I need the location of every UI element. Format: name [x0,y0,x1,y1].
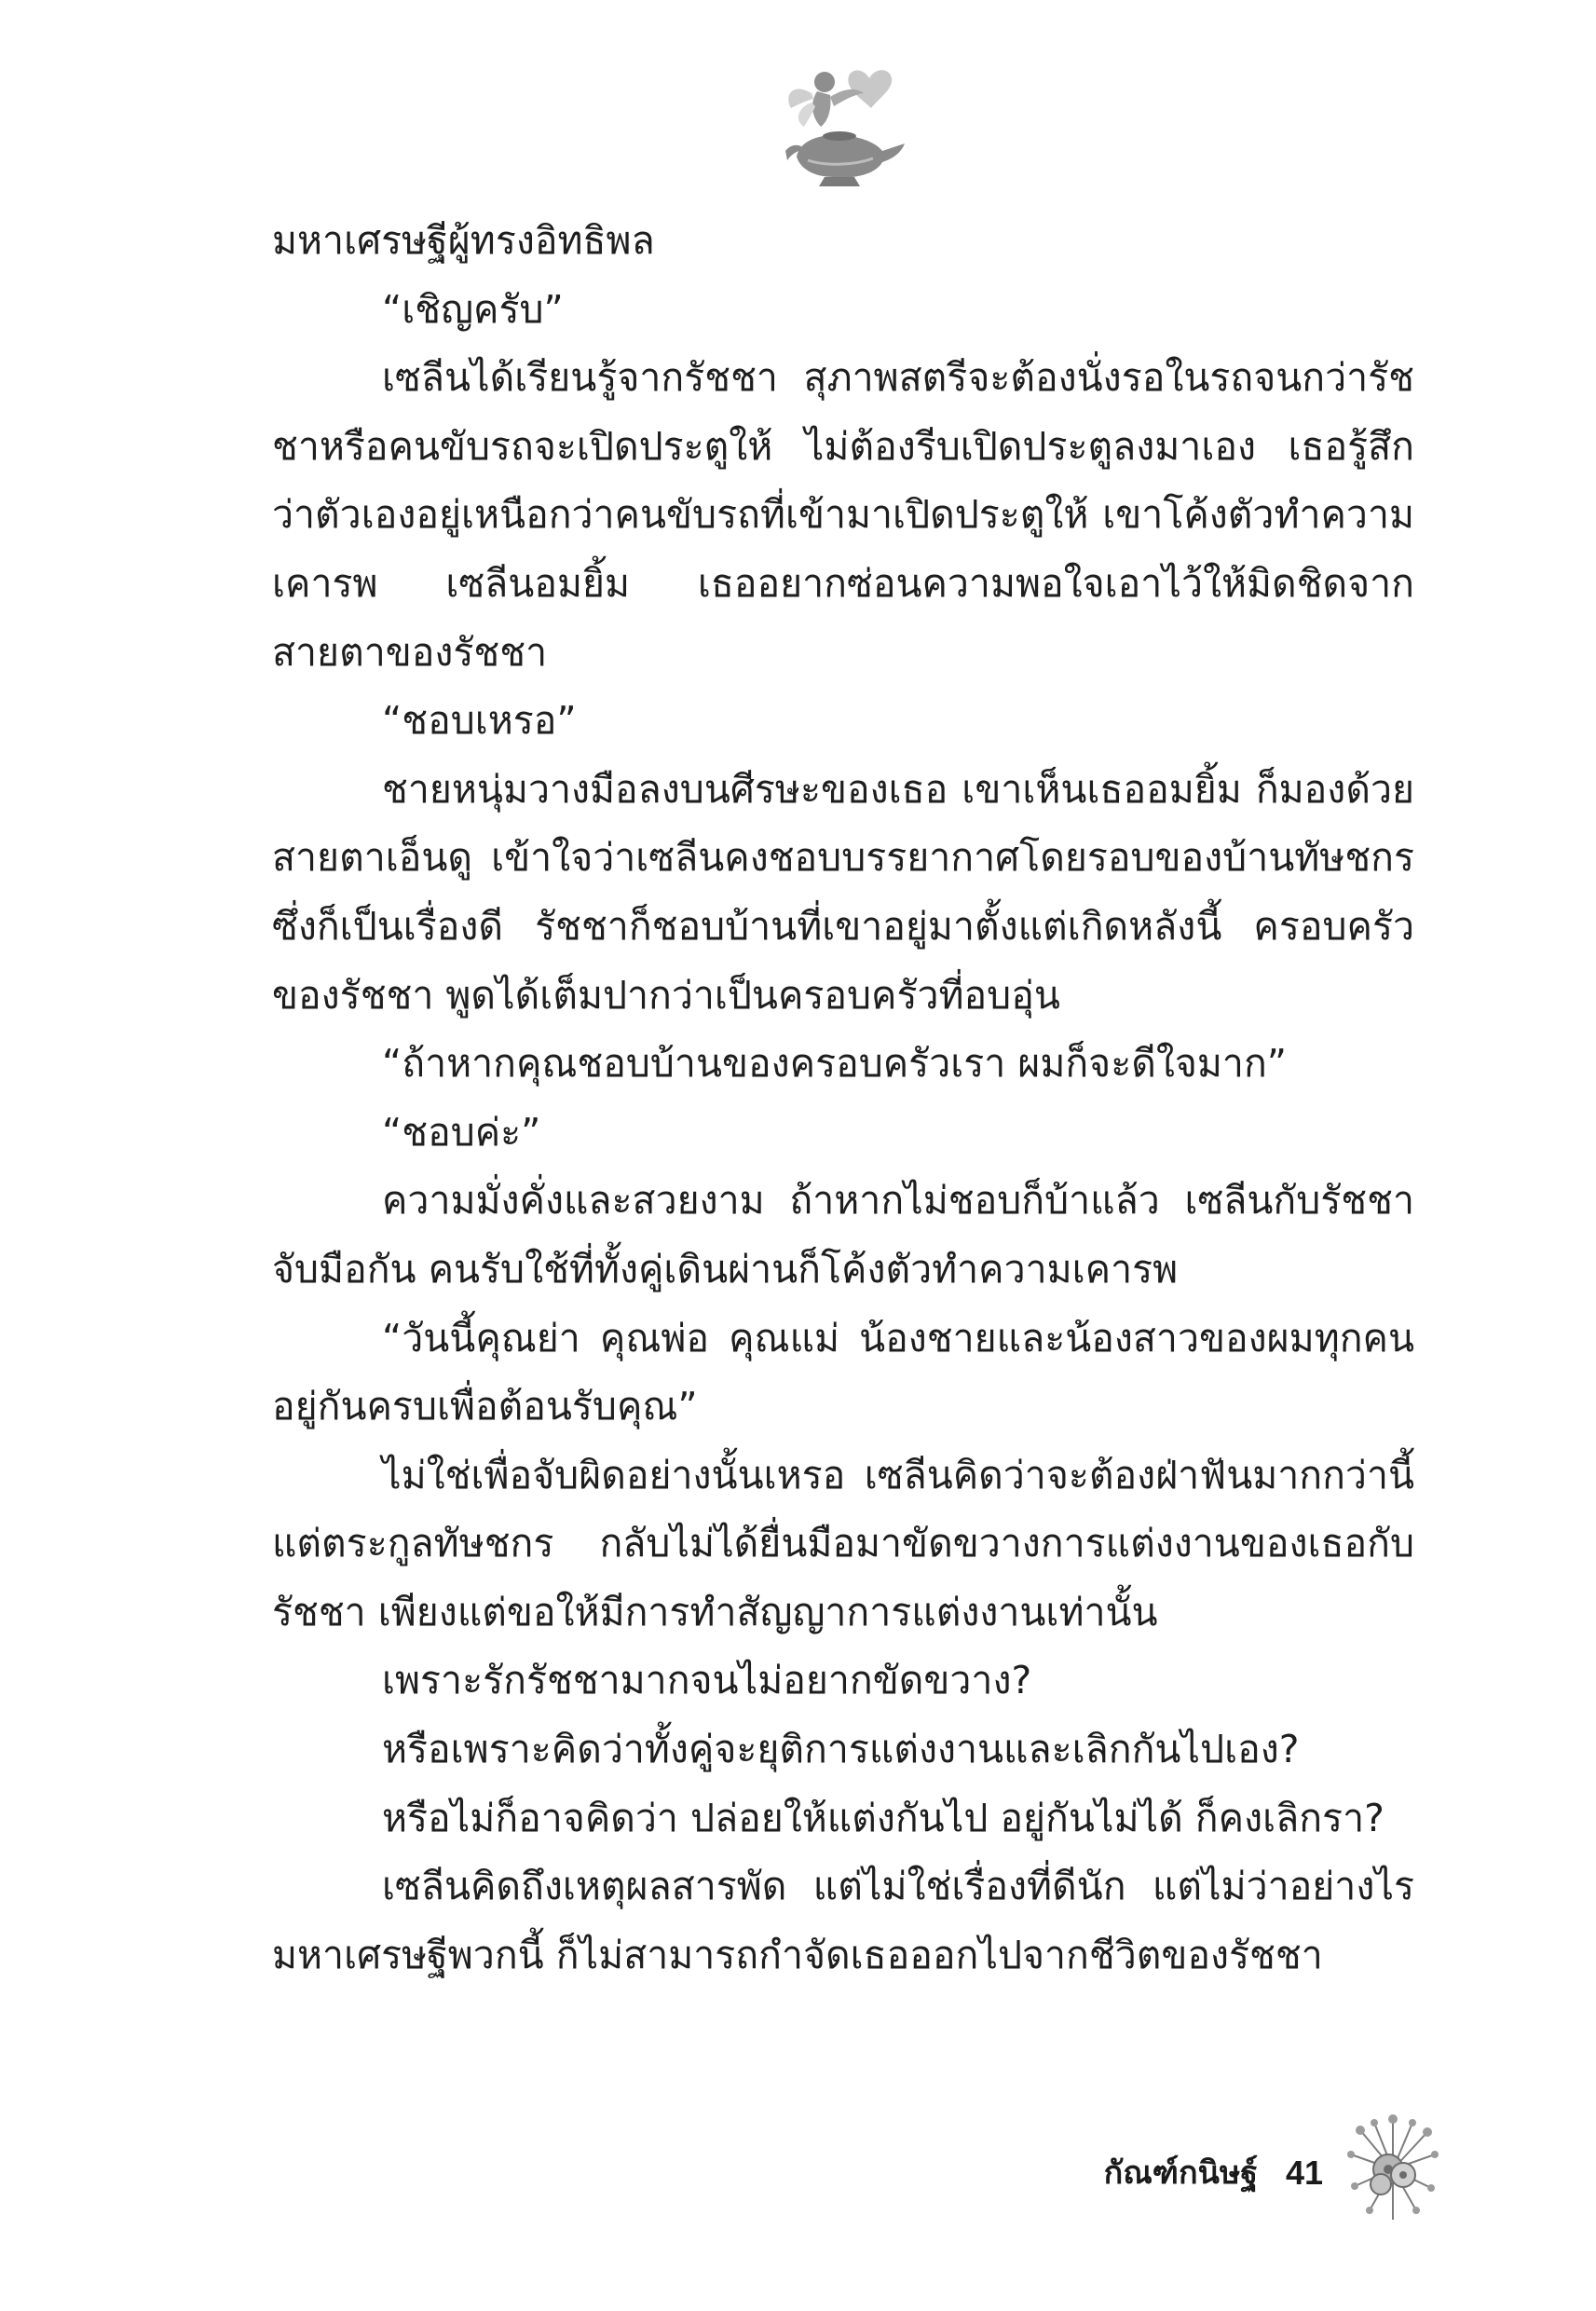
paragraph: เซลีนได้เรียนรู้จากรัชชา สุภาพสตรีจะต้องนั่งรอในรถจนกว่ารัชชาหรือคนขับรถจะเปิดประตูให้ ไม่ต้องรีบเปิดประตูลงมาเอง เธอรู้สึกว่าตัวเองอยู่เหนือกว่าคนขับรถที่เข้ามาเปิดประตูให้ เขาโค้งตัวทำความเคารพ เซลีนอมยิ้ม เธออยากซ่อนความพอใจเอาไว้ให้มิดชิดจากสายตาของรัชชา [272,355,1414,675]
paragraph: หรือเพราะคิดว่าทั้งคู่จะยุติการแต่งงานและเลิกกันไปเอง? [382,1727,1300,1772]
paragraph: “ชอบค่ะ” [382,1109,541,1155]
paragraph: “เชิญครับ” [382,286,564,332]
paragraph: ไม่ใช่เพื่อจับผิดอย่างนั้นเหรอ เซลีนคิดว่าจะต้องฝ่าฟันมากกว่านี้ แต่ตระกูลทัษชกร กลับไม่ได้ยื่นมือมาขัดขวางการแต่งงานของเธอกับรัชชา เพียงแต่ขอให้มีการทำสัญญาการแต่งงานเท่านั้น [272,1452,1414,1634]
paragraph: มหาเศรษฐีผู้ทรงอิทธิพล [272,218,655,263]
paragraph: “วันนี้คุณย่า คุณพ่อ คุณแม่ น้องชายและน้องสาวของผมทุกคนอยู่กันครบเพื่อต้อนรับคุณ” [272,1315,1414,1429]
body-text [272,207,1414,1990]
page-number: 41 [1285,2154,1323,2192]
book-title: กัณฑ์กนิษฐ์ [1103,2154,1258,2192]
magic-lamp-fairy-icon [759,47,918,196]
paragraph: “ชอบเหรอ” [382,698,577,744]
paragraph: หรือไม่ก็อาจคิดว่า ปล่อยให้แต่งกันไป อยู่กันไม่ได้ ก็คงเลิกรา? [382,1795,1385,1840]
paragraph: “ถ้าหากคุณชอบบ้านของครอบครัวเรา ผมก็จะดีใจมาก” [382,1041,1288,1087]
paragraph: เพราะรักรัชชามากจนไม่อยากขัดขวาง? [382,1658,1032,1703]
flower-bouquet-icon [1342,2113,1444,2225]
paragraph: เซลีนคิดถึงเหตุผลสารพัด แต่ไม่ใช่เรื่องที่ดีนัก แต่ไม่ว่าอย่างไร มหาเศรษฐีพวกนี้ ก็ไม่สามารถกำจัดเธอออกไปจากชีวิตของรัชชา [272,1864,1414,1977]
paragraph: ชายหนุ่มวางมือลงบนศีรษะของเธอ เขาเห็นเธออมยิ้ม ก็มองด้วยสายตาเอ็นดู เข้าใจว่าเซลีนคงชอบบรรยากาศโดยรอบของบ้านทัษชกร ซึ่งก็เป็นเรื่องดี รัชชาก็ชอบบ้านที่เขาอยู่มาตั้งแต่เกิดหลังนี้ ครอบครัวของรัชชา พูดได้เต็มปากว่าเป็นครอบครัวที่อบอุ่น [272,766,1414,1018]
paragraph: ความมั่งคั่งและสวยงาม ถ้าหากไม่ชอบก็บ้าแล้ว เซลีนกับรัชชาจับมือกัน คนรับใช้ที่ทั้งคู่เดินผ่านก็โค้งตัวทำความเคารพ [272,1178,1414,1292]
